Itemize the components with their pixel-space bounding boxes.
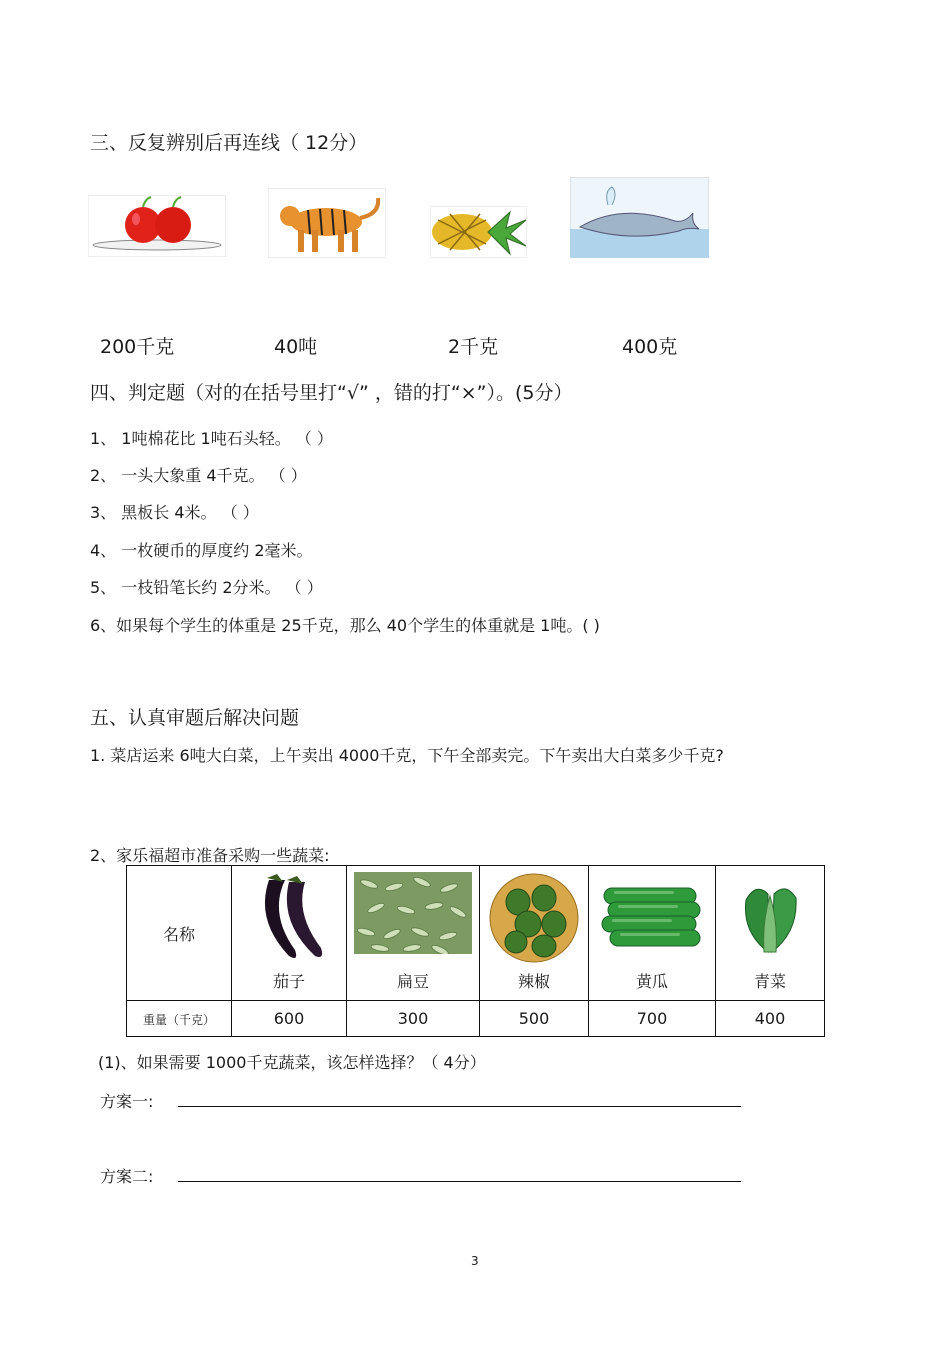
vegetable-table <box>126 865 825 1037</box>
vegetable-name: 扁豆 <box>396 972 429 991</box>
weight-cell: 700 <box>589 1001 716 1037</box>
plan-2-answer-line[interactable] <box>178 1181 741 1182</box>
vegetable-cell <box>232 866 347 1001</box>
tiger-image <box>268 188 386 258</box>
sub-question-1: (1)、如果需要 1000千克蔬菜，该怎样选择？（ 4分） <box>98 1053 486 1072</box>
eggplant-icon <box>239 872 339 962</box>
judge-item-2: 2、 一头大象重 4千克。 （ ） <box>90 466 307 485</box>
judge-item-4: 4、 一枚硬币的厚度约 2毫米。 <box>90 541 313 560</box>
whale-image <box>570 177 709 258</box>
weight-cell: 600 <box>232 1001 347 1037</box>
weight-option-4: 400克 <box>622 336 678 358</box>
header-name-cell <box>127 866 232 1001</box>
weight-option-3: 2千克 <box>448 336 499 358</box>
judge-item-3: 3、 黑板长 4米。 （ ） <box>90 503 259 522</box>
greens-icon <box>728 872 812 956</box>
header-weight: 重量（千克） <box>142 1013 215 1027</box>
page-number: 3 <box>471 1254 479 1268</box>
section5-title: 五、认真审题后解决问题 <box>90 707 300 729</box>
judge-item-6: 6、如果每个学生的体重是 25千克，那么 40个学生的体重就是 1吨。( ) <box>90 616 600 635</box>
vegetable-name: 茄子 <box>272 972 305 991</box>
plan-1-answer-line[interactable] <box>178 1106 741 1107</box>
weight-cell: 400 <box>716 1001 825 1037</box>
header-name: 名称 <box>162 924 195 944</box>
judge-item-5: 5、 一枝铅笔长约 2分米。 （ ） <box>90 578 323 597</box>
beans-icon <box>354 872 472 954</box>
plan-1-label: 方案一: <box>100 1092 154 1111</box>
vegetable-name: 黄瓜 <box>635 972 668 991</box>
weight-option-1: 200千克 <box>100 336 175 358</box>
cucumber-icon <box>598 872 706 962</box>
pineapple-image <box>430 206 527 258</box>
vegetable-name: 青菜 <box>753 972 786 991</box>
weight-cell: 500 <box>480 1001 589 1037</box>
judge-item-1: 1、 1吨棉花比 1吨石头轻。 （ ） <box>90 429 333 448</box>
header-weight-cell <box>127 1001 232 1037</box>
vegetable-name: 辣椒 <box>517 972 550 991</box>
section3-title: 三、反复辨别后再连线（ 12分） <box>90 132 368 154</box>
vegetable-cell <box>480 866 589 1001</box>
vegetable-cell <box>347 866 480 1001</box>
problem-1: 1. 菜店运来 6吨大白菜，上午卖出 4000千克，下午全部卖完。下午卖出大白菜多少千克? <box>90 746 724 765</box>
weight-cell: 300 <box>347 1001 480 1037</box>
vegetable-cell <box>589 866 716 1001</box>
vegetable-cell <box>716 866 825 1001</box>
pepper-icon <box>488 872 580 964</box>
problem-2: 2、家乐福超市准备采购一些蔬菜: <box>90 846 330 865</box>
section4-title: 四、判定题（对的在括号里打“√” ，错的打“×”）。(5分） <box>90 382 573 404</box>
weight-option-2: 40吨 <box>274 336 318 358</box>
plan-2-label: 方案二: <box>100 1167 154 1186</box>
apples-image <box>88 195 226 257</box>
